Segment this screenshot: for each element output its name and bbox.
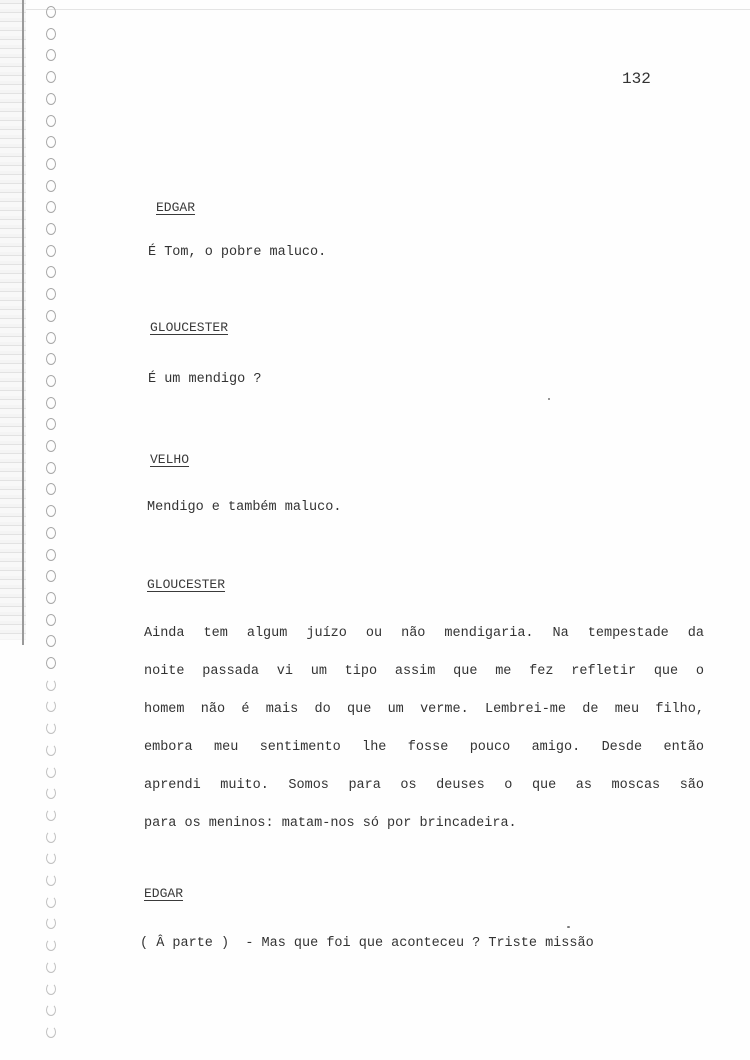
punch-hole (46, 6, 56, 18)
punch-hole (46, 180, 56, 192)
punch-hole (46, 1004, 56, 1016)
punch-hole (46, 245, 56, 257)
dialogue-line: embora meu sentimento lhe fosse pouco amigo. Desde então (144, 740, 704, 755)
punch-hole (46, 787, 56, 799)
punch-hole (46, 288, 56, 300)
punch-hole (46, 462, 56, 474)
punch-hole (46, 49, 56, 61)
dialogue-line: É um mendigo ? (148, 372, 262, 387)
punch-hole (46, 549, 56, 561)
punch-hole (46, 722, 56, 734)
punch-hole (46, 614, 56, 626)
punch-hole (46, 961, 56, 973)
speaker-name: EDGAR (144, 886, 184, 901)
punch-hole (46, 917, 56, 929)
dialogue-line: noite passada vi um tipo assim que me fez refletir que o (144, 664, 704, 679)
punch-hole (46, 418, 56, 430)
scan-edge-line (0, 9, 750, 10)
binding-edge (22, 0, 24, 645)
punch-hole (46, 700, 56, 712)
punch-hole (46, 831, 56, 843)
punch-holes (46, 6, 68, 1046)
punch-hole (46, 353, 56, 365)
punch-hole (46, 440, 56, 452)
dialogue-line: É Tom, o pobre maluco. (148, 245, 327, 260)
punch-hole (46, 809, 56, 821)
punch-hole (46, 266, 56, 278)
dialogue-line: para os meninos: matam-nos só por brincadeira. (144, 816, 517, 831)
punch-hole (46, 483, 56, 495)
punch-hole (46, 136, 56, 148)
punch-hole (46, 874, 56, 886)
punch-hole (46, 657, 56, 669)
punch-hole (46, 375, 56, 387)
speaker-name: GLOUCESTER (150, 320, 229, 335)
punch-hole (46, 71, 56, 83)
dialogue-line: ( Â parte ) - Mas que foi que aconteceu ? Triste missão (140, 936, 594, 951)
punch-hole (46, 397, 56, 409)
dialogue-line: Mendigo e também maluco. (147, 500, 342, 515)
punch-hole (46, 983, 56, 995)
punch-hole (46, 28, 56, 40)
punch-hole (46, 939, 56, 951)
speaker-name: VELHO (150, 452, 190, 467)
punch-hole (46, 223, 56, 235)
punch-hole (46, 201, 56, 213)
page-number: 132 (622, 70, 651, 88)
speaker-name: EDGAR (156, 200, 196, 215)
punch-hole (46, 158, 56, 170)
punch-hole (46, 310, 56, 322)
punch-hole (46, 332, 56, 344)
punch-hole (46, 592, 56, 604)
punch-hole (46, 527, 56, 539)
punch-hole (46, 635, 56, 647)
dialogue-line: Ainda tem algum juízo ou não mendigaria. Na tempestade da (144, 626, 704, 641)
punch-hole (46, 744, 56, 756)
punch-hole (46, 766, 56, 778)
speaker-name: GLOUCESTER (147, 577, 226, 592)
punch-hole (46, 115, 56, 127)
punch-hole (46, 679, 56, 691)
dialogue-line: homem não é mais do que um verme. Lembrei-me de meu filho, (144, 702, 704, 717)
punch-hole (46, 852, 56, 864)
scan-speck (567, 926, 570, 928)
punch-hole (46, 896, 56, 908)
dialogue-line: aprendi muito. Somos para os deuses o que as moscas são (144, 778, 704, 793)
punch-hole (46, 505, 56, 517)
scan-speck (548, 398, 550, 400)
punch-hole (46, 93, 56, 105)
punch-hole (46, 570, 56, 582)
punch-hole (46, 1026, 56, 1038)
